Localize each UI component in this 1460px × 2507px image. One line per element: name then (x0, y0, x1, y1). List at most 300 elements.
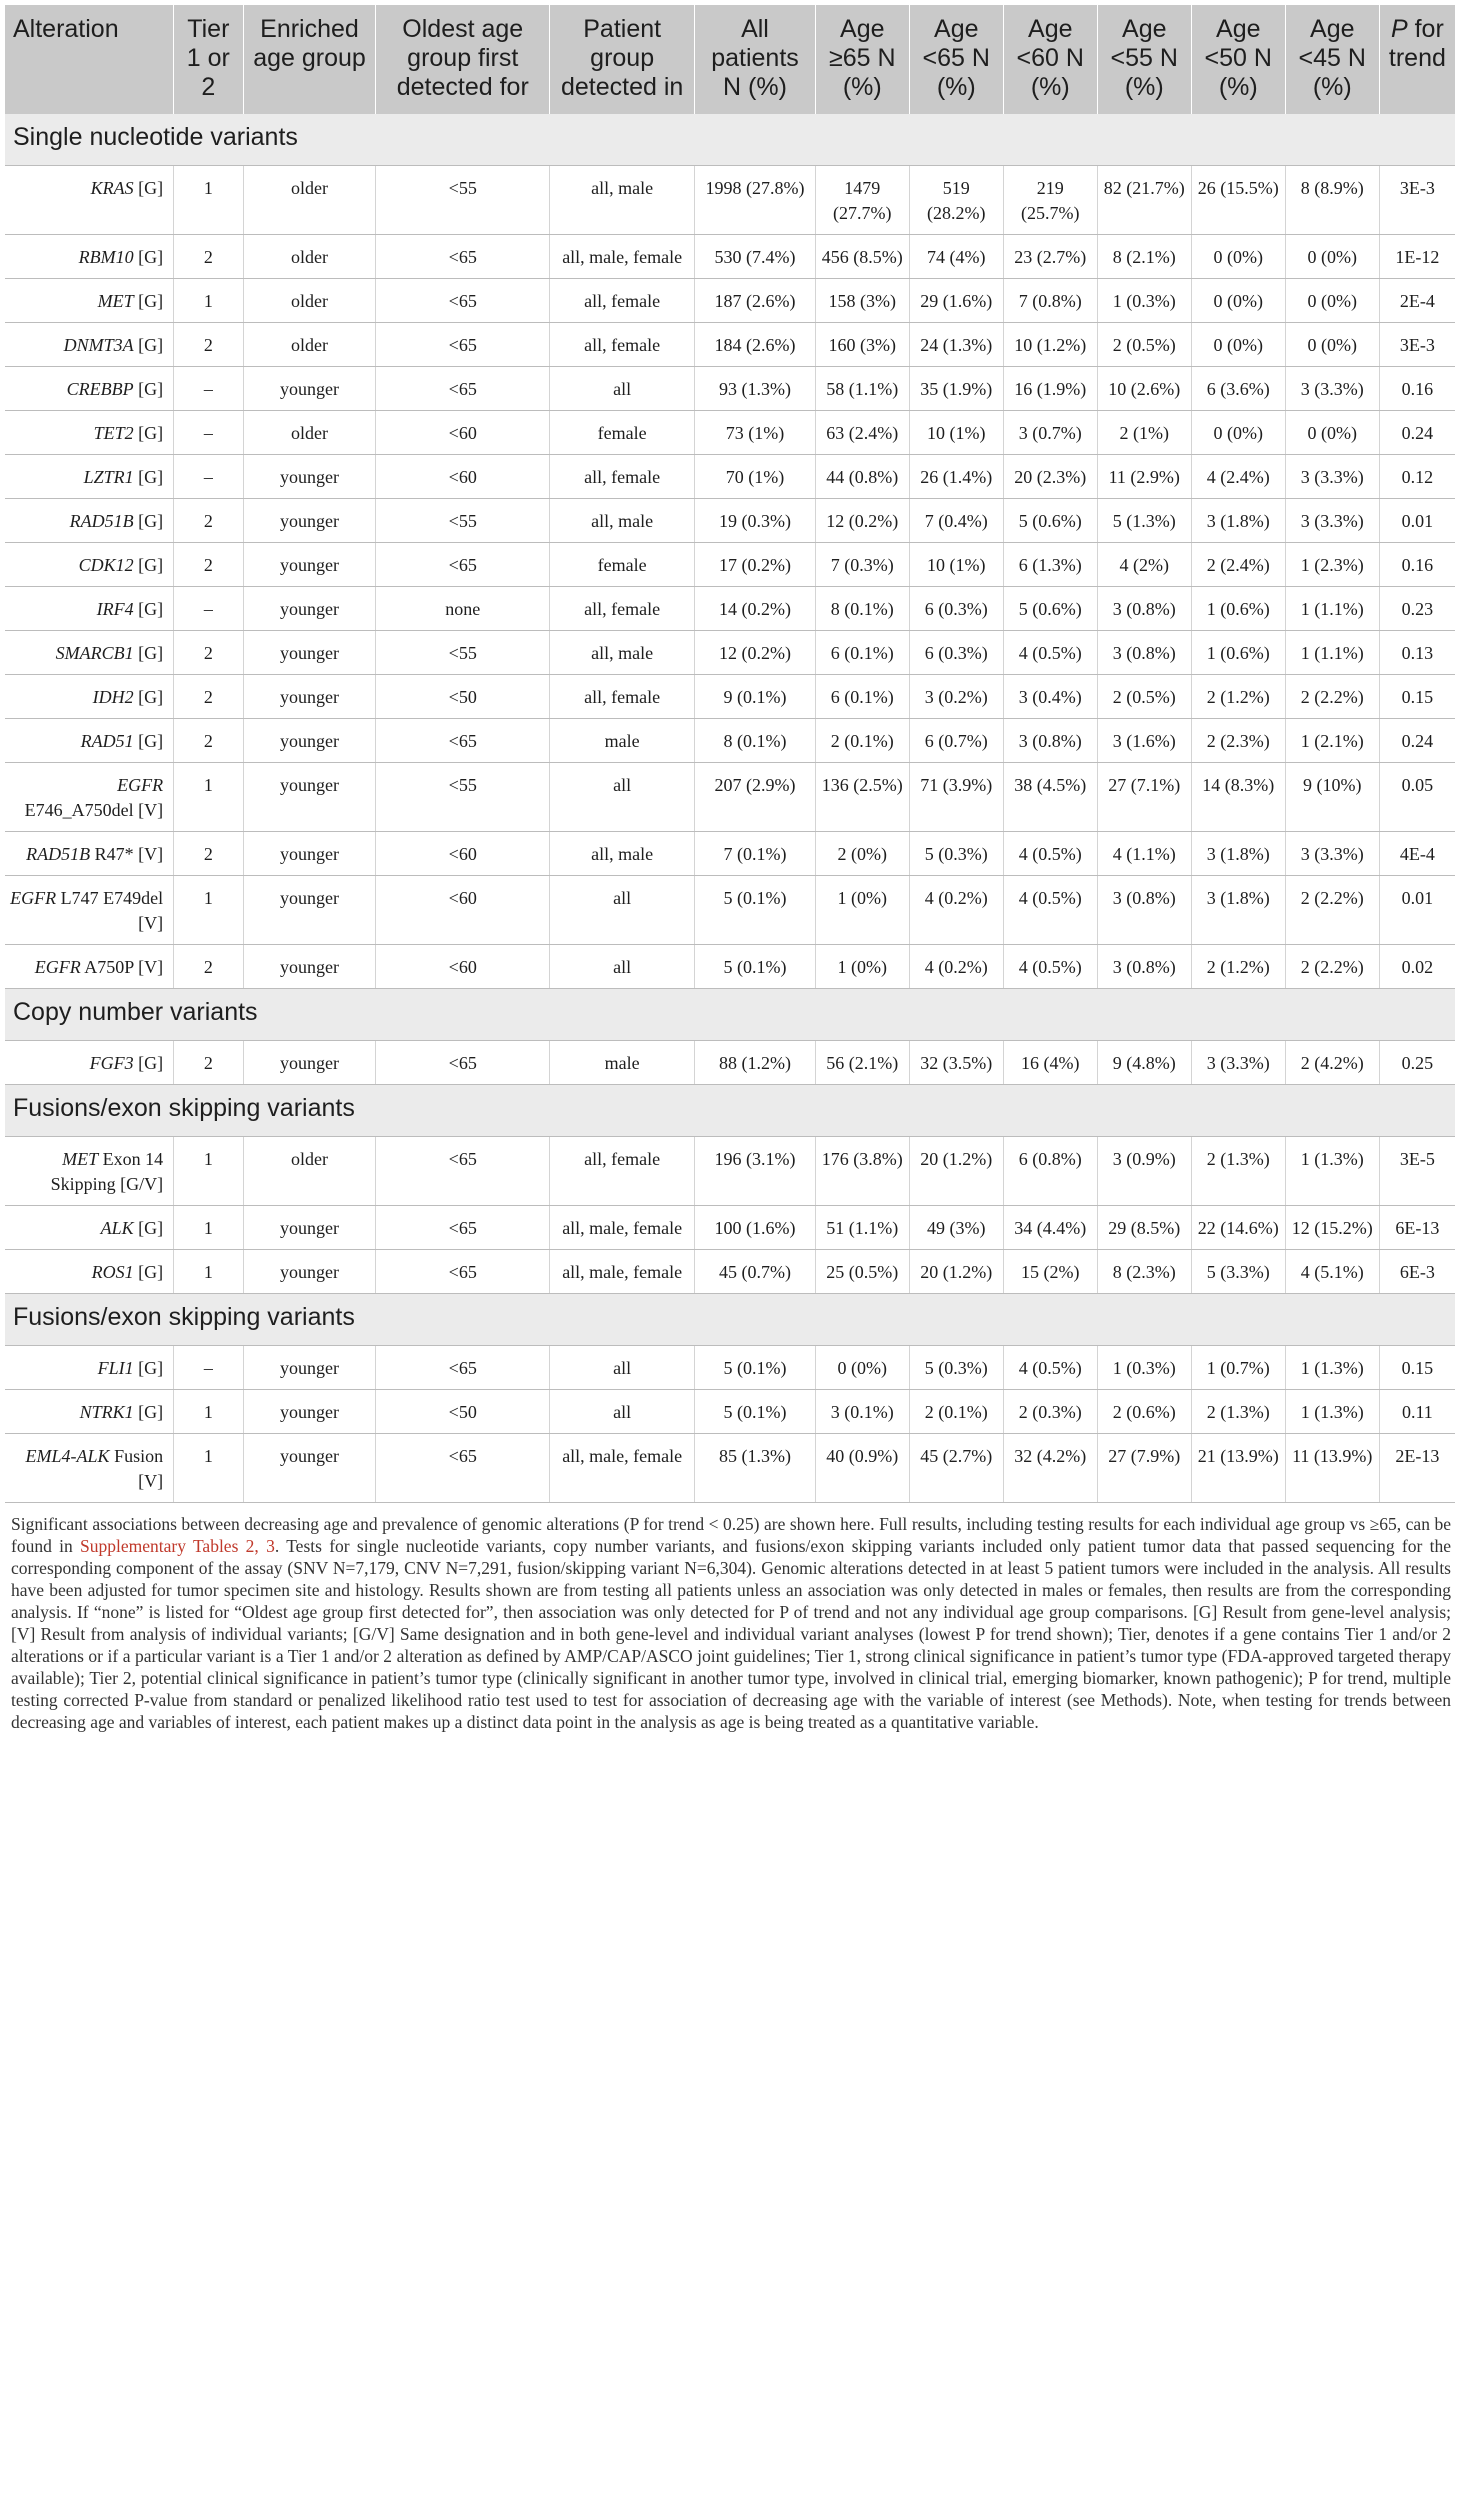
cell-oldest-age-group: <65 (376, 279, 550, 323)
cell-age-lt60: 4 (0.5%) (1003, 1346, 1097, 1390)
table-body (5, 114, 1455, 1503)
gene-name: MET (62, 1149, 99, 1169)
gene-name: MET (97, 291, 134, 311)
table-row (5, 1041, 1455, 1085)
cell-patient-group: all (550, 763, 695, 832)
cell-alteration (5, 455, 174, 499)
cell-age-lt55: 8 (2.1%) (1097, 235, 1191, 279)
cell-oldest-age-group: <50 (376, 675, 550, 719)
header-all-patients: All patients N (%) (695, 5, 816, 114)
cell-age-lt50: 1 (0.7%) (1191, 1346, 1285, 1390)
cell-age-lt65: 10 (1%) (909, 411, 1003, 455)
cell-oldest-age-group: <65 (376, 323, 550, 367)
cell-all-patients: 207 (2.9%) (695, 763, 816, 832)
cell-age-lt55: 3 (0.8%) (1097, 587, 1191, 631)
section-title: Single nucleotide variants (5, 114, 1455, 166)
gene-name: NTRK1 (79, 1402, 134, 1422)
cell-age-lt55: 11 (2.9%) (1097, 455, 1191, 499)
table-row (5, 945, 1455, 989)
cell-tier: 1 (174, 279, 243, 323)
cell-age-lt50: 6 (3.6%) (1191, 367, 1285, 411)
cell-p-for-trend: 2E-4 (1379, 279, 1455, 323)
alteration-detail: A750P [V] (80, 957, 164, 977)
cell-alteration (5, 1137, 174, 1206)
table-row (5, 1346, 1455, 1390)
cell-all-patients: 184 (2.6%) (695, 323, 816, 367)
cell-age-lt45: 3 (3.3%) (1285, 367, 1379, 411)
cell-alteration (5, 166, 174, 235)
cell-alteration (5, 367, 174, 411)
gene-name: RAD51B (69, 511, 134, 531)
cell-age-lt45: 0 (0%) (1285, 235, 1379, 279)
cell-alteration (5, 587, 174, 631)
cell-age-lt65: 4 (0.2%) (909, 945, 1003, 989)
cell-age-lt60: 3 (0.8%) (1003, 719, 1097, 763)
cell-age-lt45: 12 (15.2%) (1285, 1206, 1379, 1250)
cell-tier: 2 (174, 675, 243, 719)
alteration-detail: [G] (133, 335, 164, 355)
cell-enriched-age-group: younger (243, 367, 376, 411)
alterations-table (5, 5, 1455, 1503)
alteration-detail: [G] (133, 643, 164, 663)
cell-enriched-age-group: younger (243, 1041, 376, 1085)
cell-enriched-age-group: younger (243, 1250, 376, 1294)
alteration-detail: [G] (133, 467, 164, 487)
cell-age-lt60: 23 (2.7%) (1003, 235, 1097, 279)
cell-p-for-trend: 0.24 (1379, 719, 1455, 763)
cell-patient-group: all, male, female (550, 235, 695, 279)
cell-age-ge65: 7 (0.3%) (815, 543, 909, 587)
cell-age-lt60: 32 (4.2%) (1003, 1434, 1097, 1503)
cell-age-lt55: 2 (1%) (1097, 411, 1191, 455)
gene-name: ALK (100, 1218, 134, 1238)
cell-age-lt45: 1 (1.1%) (1285, 631, 1379, 675)
cell-p-for-trend: 4E-4 (1379, 832, 1455, 876)
table-row (5, 323, 1455, 367)
cell-age-lt65: 29 (1.6%) (909, 279, 1003, 323)
cell-tier: – (174, 411, 243, 455)
header-age-lt60: Age <60 N (%) (1003, 5, 1097, 114)
footnote-text-1: Significant associations between decreasing age and prevalence of genomic alterations (P for trend < 0.25) are shown here. Full results, including testing results for each individual age group vs ≥65, can be found in (11, 1514, 1451, 1556)
cell-age-lt60: 34 (4.4%) (1003, 1206, 1097, 1250)
cell-age-lt65: 74 (4%) (909, 235, 1003, 279)
cell-p-for-trend: 1E-12 (1379, 235, 1455, 279)
cell-alteration (5, 763, 174, 832)
cell-age-lt45: 0 (0%) (1285, 411, 1379, 455)
cell-age-lt55: 2 (0.6%) (1097, 1390, 1191, 1434)
cell-age-ge65: 1 (0%) (815, 876, 909, 945)
cell-age-lt45: 1 (2.3%) (1285, 543, 1379, 587)
cell-tier: 2 (174, 832, 243, 876)
cell-all-patients: 73 (1%) (695, 411, 816, 455)
cell-age-lt60: 2 (0.3%) (1003, 1390, 1097, 1434)
cell-enriched-age-group: older (243, 166, 376, 235)
cell-patient-group: all, female (550, 279, 695, 323)
cell-tier: 1 (174, 1206, 243, 1250)
cell-all-patients: 12 (0.2%) (695, 631, 816, 675)
cell-all-patients: 5 (0.1%) (695, 1390, 816, 1434)
cell-patient-group: all, male, female (550, 1434, 695, 1503)
cell-all-patients: 187 (2.6%) (695, 279, 816, 323)
cell-age-ge65: 2 (0%) (815, 832, 909, 876)
cell-enriched-age-group: younger (243, 763, 376, 832)
alteration-detail: E746_A750del [V] (24, 800, 164, 820)
cell-age-lt60: 6 (1.3%) (1003, 543, 1097, 587)
cell-age-ge65: 6 (0.1%) (815, 675, 909, 719)
section-title: Fusions/exon skipping variants (5, 1085, 1455, 1137)
cell-p-for-trend: 3E-3 (1379, 323, 1455, 367)
cell-patient-group: all, male, female (550, 1250, 695, 1294)
table-row (5, 675, 1455, 719)
alteration-detail: [G] (133, 511, 164, 531)
cell-p-for-trend: 3E-5 (1379, 1137, 1455, 1206)
gene-name: TET2 (93, 423, 134, 443)
cell-age-ge65: 1 (0%) (815, 945, 909, 989)
alteration-detail: R47* [V] (90, 844, 164, 864)
cell-tier: 2 (174, 499, 243, 543)
cell-age-lt55: 2 (0.5%) (1097, 323, 1191, 367)
cell-age-lt65: 26 (1.4%) (909, 455, 1003, 499)
cell-tier: – (174, 1346, 243, 1390)
cell-all-patients: 5 (0.1%) (695, 876, 816, 945)
cell-p-for-trend: 0.15 (1379, 675, 1455, 719)
cell-age-ge65: 136 (2.5%) (815, 763, 909, 832)
table-row (5, 455, 1455, 499)
cell-alteration (5, 876, 174, 945)
cell-age-lt65: 5 (0.3%) (909, 1346, 1003, 1390)
cell-alteration (5, 235, 174, 279)
cell-age-lt65: 2 (0.1%) (909, 1390, 1003, 1434)
gene-name: DNMT3A (63, 335, 134, 355)
cell-patient-group: all, female (550, 587, 695, 631)
gene-name: EGFR (117, 775, 164, 795)
cell-enriched-age-group: younger (243, 1206, 376, 1250)
cell-patient-group: all (550, 1390, 695, 1434)
cell-age-lt45: 3 (3.3%) (1285, 832, 1379, 876)
alteration-detail: [G] (133, 291, 164, 311)
cell-age-lt55: 3 (0.8%) (1097, 876, 1191, 945)
cell-tier: 2 (174, 323, 243, 367)
cell-age-lt50: 2 (1.2%) (1191, 945, 1285, 989)
cell-tier: – (174, 367, 243, 411)
table-row (5, 279, 1455, 323)
cell-patient-group: all (550, 1346, 695, 1390)
table-row (5, 499, 1455, 543)
cell-age-ge65: 44 (0.8%) (815, 455, 909, 499)
cell-tier: 1 (174, 1434, 243, 1503)
cell-age-lt60: 4 (0.5%) (1003, 945, 1097, 989)
cell-p-for-trend: 0.12 (1379, 455, 1455, 499)
alteration-detail: [G] (133, 1218, 164, 1238)
gene-name: ROS1 (91, 1262, 134, 1282)
section-title: Copy number variants (5, 989, 1455, 1041)
alteration-detail: [G] (133, 423, 164, 443)
cell-age-lt60: 15 (2%) (1003, 1250, 1097, 1294)
cell-oldest-age-group: <65 (376, 235, 550, 279)
section-header-row (5, 1085, 1455, 1137)
alteration-detail: [G] (133, 1358, 164, 1378)
cell-patient-group: all, male (550, 832, 695, 876)
cell-tier: 2 (174, 235, 243, 279)
supplementary-tables-link[interactable]: Supplementary Tables 2, 3 (80, 1536, 275, 1556)
cell-p-for-trend: 0.15 (1379, 1346, 1455, 1390)
cell-age-lt55: 29 (8.5%) (1097, 1206, 1191, 1250)
cell-age-lt45: 1 (2.1%) (1285, 719, 1379, 763)
cell-age-lt65: 24 (1.3%) (909, 323, 1003, 367)
cell-alteration (5, 279, 174, 323)
cell-age-lt60: 10 (1.2%) (1003, 323, 1097, 367)
cell-patient-group: all, female (550, 675, 695, 719)
cell-age-lt50: 3 (1.8%) (1191, 876, 1285, 945)
cell-age-lt45: 2 (2.2%) (1285, 876, 1379, 945)
cell-all-patients: 93 (1.3%) (695, 367, 816, 411)
cell-p-for-trend: 0.05 (1379, 763, 1455, 832)
cell-age-lt50: 5 (3.3%) (1191, 1250, 1285, 1294)
cell-age-lt45: 0 (0%) (1285, 279, 1379, 323)
cell-p-for-trend: 0.01 (1379, 499, 1455, 543)
table-row (5, 367, 1455, 411)
cell-alteration (5, 499, 174, 543)
cell-p-for-trend: 6E-13 (1379, 1206, 1455, 1250)
cell-patient-group: all (550, 876, 695, 945)
cell-age-lt55: 3 (0.8%) (1097, 631, 1191, 675)
cell-age-lt60: 38 (4.5%) (1003, 763, 1097, 832)
cell-age-lt60: 6 (0.8%) (1003, 1137, 1097, 1206)
cell-tier: 2 (174, 719, 243, 763)
header-age-lt55: Age <55 N (%) (1097, 5, 1191, 114)
alteration-detail: L747 E749del [V] (56, 888, 164, 933)
cell-patient-group: all, male (550, 166, 695, 235)
cell-enriched-age-group: younger (243, 631, 376, 675)
cell-enriched-age-group: younger (243, 543, 376, 587)
cell-tier: 2 (174, 945, 243, 989)
cell-age-ge65: 40 (0.9%) (815, 1434, 909, 1503)
cell-enriched-age-group: younger (243, 1390, 376, 1434)
header-p-letter: P (1390, 15, 1408, 43)
table-row (5, 166, 1455, 235)
cell-tier: 1 (174, 1137, 243, 1206)
table-row (5, 1390, 1455, 1434)
cell-age-lt55: 3 (0.9%) (1097, 1137, 1191, 1206)
cell-age-lt65: 519 (28.2%) (909, 166, 1003, 235)
cell-age-lt50: 22 (14.6%) (1191, 1206, 1285, 1250)
cell-age-ge65: 58 (1.1%) (815, 367, 909, 411)
table-row (5, 543, 1455, 587)
cell-oldest-age-group: <65 (376, 719, 550, 763)
header-age-lt45: Age <45 N (%) (1285, 5, 1379, 114)
cell-patient-group: female (550, 543, 695, 587)
cell-age-lt50: 21 (13.9%) (1191, 1434, 1285, 1503)
cell-age-lt60: 20 (2.3%) (1003, 455, 1097, 499)
cell-p-for-trend: 0.24 (1379, 411, 1455, 455)
cell-age-lt55: 27 (7.9%) (1097, 1434, 1191, 1503)
cell-alteration (5, 945, 174, 989)
cell-all-patients: 196 (3.1%) (695, 1137, 816, 1206)
header-age-lt65: Age <65 N (%) (909, 5, 1003, 114)
cell-age-lt55: 1 (0.3%) (1097, 279, 1191, 323)
table-row (5, 832, 1455, 876)
cell-age-lt65: 6 (0.3%) (909, 631, 1003, 675)
cell-age-lt55: 8 (2.3%) (1097, 1250, 1191, 1294)
cell-age-lt45: 2 (2.2%) (1285, 675, 1379, 719)
cell-oldest-age-group: <65 (376, 543, 550, 587)
cell-age-lt45: 3 (3.3%) (1285, 499, 1379, 543)
cell-patient-group: all, female (550, 323, 695, 367)
header-patient-group: Patient group detected in (550, 5, 695, 114)
cell-oldest-age-group: <60 (376, 945, 550, 989)
header-age-lt50: Age <50 N (%) (1191, 5, 1285, 114)
cell-age-lt45: 0 (0%) (1285, 323, 1379, 367)
cell-age-lt45: 3 (3.3%) (1285, 455, 1379, 499)
cell-tier: 2 (174, 543, 243, 587)
cell-age-lt50: 2 (1.3%) (1191, 1137, 1285, 1206)
cell-age-lt55: 2 (0.5%) (1097, 675, 1191, 719)
cell-enriched-age-group: younger (243, 587, 376, 631)
cell-alteration (5, 631, 174, 675)
cell-alteration (5, 719, 174, 763)
cell-age-ge65: 8 (0.1%) (815, 587, 909, 631)
cell-oldest-age-group: <65 (376, 1206, 550, 1250)
cell-age-ge65: 63 (2.4%) (815, 411, 909, 455)
cell-patient-group: all, female (550, 1137, 695, 1206)
cell-age-lt55: 4 (2%) (1097, 543, 1191, 587)
gene-name: RAD51 (80, 731, 134, 751)
cell-age-lt55: 3 (0.8%) (1097, 945, 1191, 989)
cell-tier: 2 (174, 631, 243, 675)
cell-alteration (5, 411, 174, 455)
cell-all-patients: 1998 (27.8%) (695, 166, 816, 235)
cell-all-patients: 85 (1.3%) (695, 1434, 816, 1503)
cell-enriched-age-group: younger (243, 1434, 376, 1503)
cell-oldest-age-group: <65 (376, 1434, 550, 1503)
table-row (5, 763, 1455, 832)
cell-tier: 1 (174, 1250, 243, 1294)
cell-all-patients: 88 (1.2%) (695, 1041, 816, 1085)
cell-oldest-age-group: <55 (376, 763, 550, 832)
gene-name: EML4-ALK (25, 1446, 110, 1466)
cell-alteration (5, 832, 174, 876)
cell-tier: – (174, 587, 243, 631)
cell-enriched-age-group: younger (243, 499, 376, 543)
cell-age-lt50: 0 (0%) (1191, 235, 1285, 279)
cell-age-lt50: 0 (0%) (1191, 323, 1285, 367)
cell-age-lt45: 9 (10%) (1285, 763, 1379, 832)
cell-all-patients: 100 (1.6%) (695, 1206, 816, 1250)
cell-all-patients: 19 (0.3%) (695, 499, 816, 543)
cell-alteration (5, 1434, 174, 1503)
alteration-detail: [G] (133, 247, 164, 267)
table-row (5, 1434, 1455, 1503)
cell-age-lt60: 4 (0.5%) (1003, 832, 1097, 876)
cell-oldest-age-group: <65 (376, 1137, 550, 1206)
gene-name: IRF4 (96, 599, 134, 619)
cell-oldest-age-group: <65 (376, 1041, 550, 1085)
cell-age-lt60: 7 (0.8%) (1003, 279, 1097, 323)
cell-enriched-age-group: older (243, 235, 376, 279)
cell-tier: 1 (174, 876, 243, 945)
alteration-detail: [G] (133, 379, 164, 399)
cell-age-lt60: 3 (0.4%) (1003, 675, 1097, 719)
cell-oldest-age-group: <65 (376, 1250, 550, 1294)
gene-name: LZTR1 (83, 467, 134, 487)
cell-patient-group: female (550, 411, 695, 455)
gene-name: IDH2 (92, 687, 134, 707)
cell-age-lt50: 3 (1.8%) (1191, 499, 1285, 543)
cell-age-lt45: 2 (4.2%) (1285, 1041, 1379, 1085)
cell-age-lt65: 35 (1.9%) (909, 367, 1003, 411)
cell-age-ge65: 160 (3%) (815, 323, 909, 367)
cell-age-lt65: 20 (1.2%) (909, 1137, 1003, 1206)
cell-age-lt45: 1 (1.3%) (1285, 1137, 1379, 1206)
cell-age-lt65: 10 (1%) (909, 543, 1003, 587)
cell-all-patients: 7 (0.1%) (695, 832, 816, 876)
cell-alteration (5, 323, 174, 367)
cell-oldest-age-group: <65 (376, 1346, 550, 1390)
cell-age-lt60: 4 (0.5%) (1003, 876, 1097, 945)
alteration-detail: Exon 14 Skipping [G/V] (50, 1149, 164, 1194)
cell-all-patients: 5 (0.1%) (695, 1346, 816, 1390)
cell-age-lt50: 0 (0%) (1191, 279, 1285, 323)
cell-age-lt60: 5 (0.6%) (1003, 499, 1097, 543)
cell-age-lt60: 219 (25.7%) (1003, 166, 1097, 235)
table-row (5, 719, 1455, 763)
table-row (5, 876, 1455, 945)
cell-patient-group: all, male, female (550, 1206, 695, 1250)
cell-age-ge65: 2 (0.1%) (815, 719, 909, 763)
cell-tier: – (174, 455, 243, 499)
cell-age-lt60: 3 (0.7%) (1003, 411, 1097, 455)
cell-patient-group: all (550, 367, 695, 411)
section-header-row (5, 989, 1455, 1041)
cell-alteration (5, 1250, 174, 1294)
cell-age-lt50: 4 (2.4%) (1191, 455, 1285, 499)
cell-age-lt45: 11 (13.9%) (1285, 1434, 1379, 1503)
cell-oldest-age-group: <65 (376, 367, 550, 411)
cell-age-ge65: 456 (8.5%) (815, 235, 909, 279)
cell-age-lt50: 3 (3.3%) (1191, 1041, 1285, 1085)
cell-age-lt55: 82 (21.7%) (1097, 166, 1191, 235)
cell-age-lt65: 6 (0.7%) (909, 719, 1003, 763)
cell-age-lt50: 3 (1.8%) (1191, 832, 1285, 876)
cell-all-patients: 530 (7.4%) (695, 235, 816, 279)
cell-all-patients: 8 (0.1%) (695, 719, 816, 763)
cell-p-for-trend: 0.01 (1379, 876, 1455, 945)
cell-oldest-age-group: <60 (376, 455, 550, 499)
header-age-ge65: Age ≥65 N (%) (815, 5, 909, 114)
cell-oldest-age-group: <55 (376, 631, 550, 675)
cell-age-ge65: 176 (3.8%) (815, 1137, 909, 1206)
cell-age-ge65: 0 (0%) (815, 1346, 909, 1390)
section-header-row (5, 114, 1455, 166)
cell-age-lt65: 5 (0.3%) (909, 832, 1003, 876)
cell-patient-group: male (550, 1041, 695, 1085)
section-header-row (5, 1294, 1455, 1346)
alteration-detail: [G] (133, 731, 164, 751)
cell-p-for-trend: 6E-3 (1379, 1250, 1455, 1294)
cell-oldest-age-group: <60 (376, 411, 550, 455)
cell-p-for-trend: 2E-13 (1379, 1434, 1455, 1503)
cell-age-lt50: 14 (8.3%) (1191, 763, 1285, 832)
cell-all-patients: 17 (0.2%) (695, 543, 816, 587)
table-row (5, 1206, 1455, 1250)
cell-age-lt50: 1 (0.6%) (1191, 587, 1285, 631)
table-row (5, 411, 1455, 455)
cell-age-ge65: 12 (0.2%) (815, 499, 909, 543)
section-title: Fusions/exon skipping variants (5, 1294, 1455, 1346)
cell-enriched-age-group: older (243, 279, 376, 323)
cell-enriched-age-group: younger (243, 876, 376, 945)
cell-p-for-trend: 0.25 (1379, 1041, 1455, 1085)
